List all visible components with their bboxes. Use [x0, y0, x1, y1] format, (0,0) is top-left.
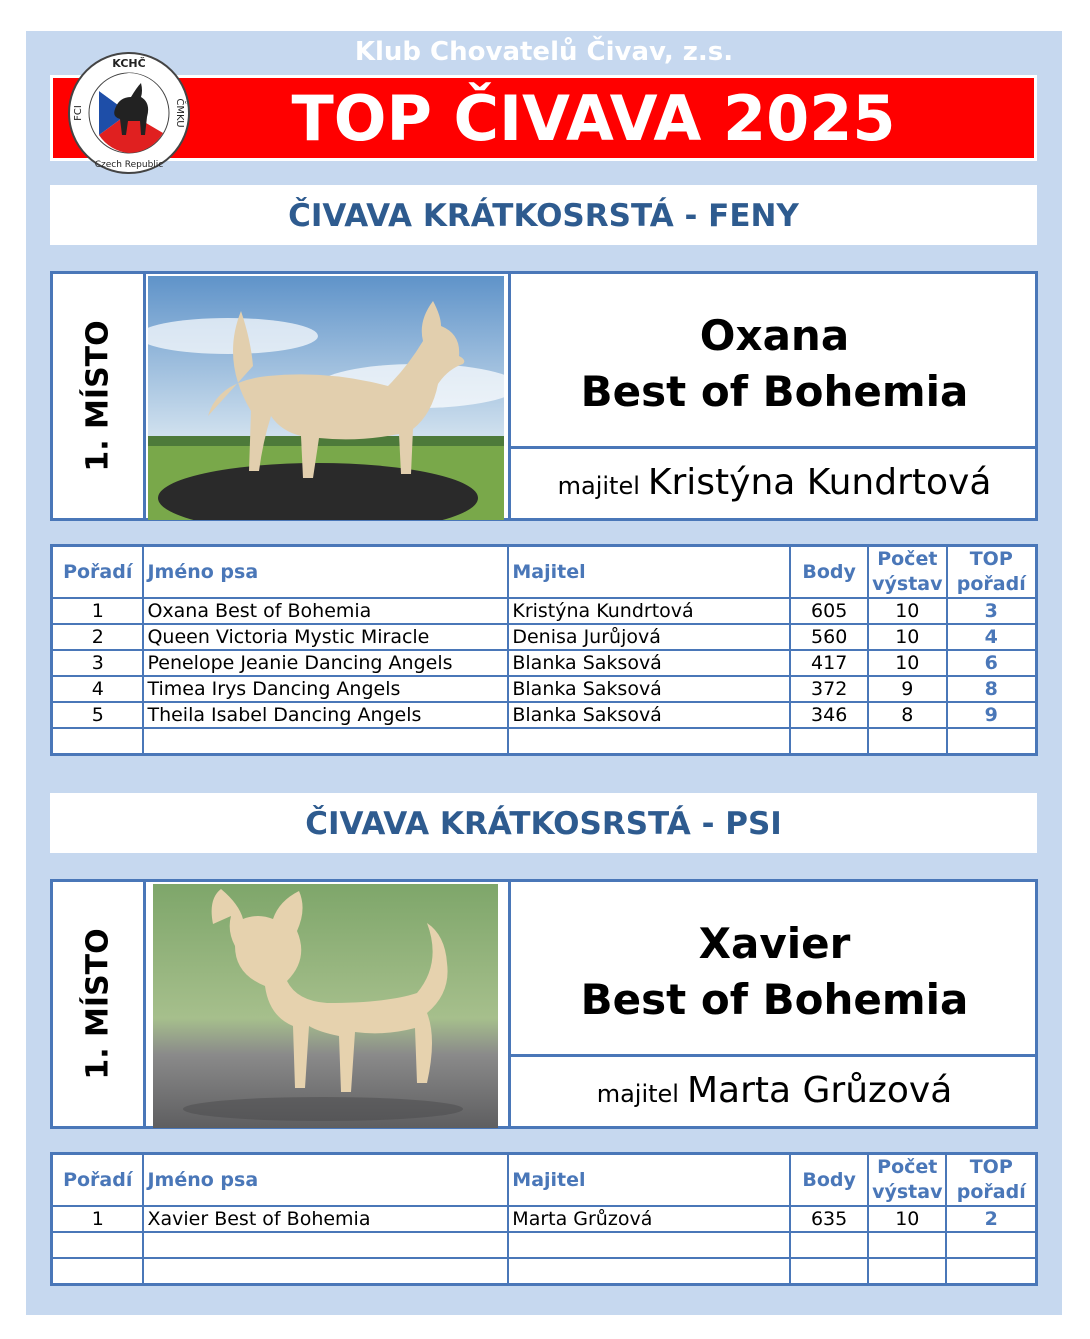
section-heading-females: ČIVAVA KRÁTKOSRSTÁ - FENY — [50, 185, 1037, 245]
place-label: 1. MÍSTO — [80, 928, 116, 1080]
logo-text-right: ČMKU — [174, 98, 185, 128]
place-label: 1. MÍSTO — [80, 320, 116, 472]
col-dog-name: Jméno psa — [143, 546, 508, 599]
col-top-rank: TOP pořadí — [947, 546, 1037, 599]
col-rank: Pořadí — [52, 546, 144, 599]
table-header-row — [52, 1154, 1037, 1207]
table-row: 3 Penelope Jeanie Dancing Angels Blanka Saksová 417 10 6 — [52, 650, 1037, 676]
col-points: Body — [790, 1154, 868, 1207]
col-rank: Pořadí — [52, 1154, 144, 1207]
table-row — [52, 1258, 1037, 1285]
ranking-table-males — [50, 1152, 1038, 1286]
table-row: 1 Xavier Best of Bohemia Marta Grůzová 635 10 2 — [52, 1206, 1037, 1232]
dog-photo — [153, 884, 498, 1128]
table-row — [52, 728, 1037, 755]
winner-name: Xavier Best of Bohemia — [580, 919, 969, 1024]
col-dog-name: Jméno psa — [143, 1154, 508, 1207]
table-row: 5 Theila Isabel Dancing Angels Blanka Saksová 346 8 9 — [52, 702, 1037, 728]
section-heading-males: ČIVAVA KRÁTKOSRSTÁ - PSI — [50, 793, 1037, 853]
table-row — [52, 1232, 1037, 1258]
table-row: 2 Queen Victoria Mystic Miracle Denisa Jurůjová 560 10 4 — [52, 624, 1037, 650]
table-header-row — [52, 546, 1037, 599]
col-points: Body — [790, 546, 868, 599]
dog-photo — [148, 276, 504, 520]
table-row: 1 Oxana Best of Bohemia Kristýna Kundrtová 605 10 3 — [52, 598, 1037, 624]
winner-name: Oxana Best of Bohemia — [580, 311, 969, 416]
logo-text-bottom: Czech Republic — [94, 160, 164, 170]
col-shows: Počet výstav — [868, 546, 946, 599]
col-owner: Majitel — [508, 1154, 790, 1207]
winner-owner: majitel Kristýna Kundrtová — [557, 462, 992, 503]
col-shows: Počet výstav — [868, 1154, 946, 1207]
ranking-table-females — [50, 544, 1038, 756]
winner-owner: majitel Marta Grůzová — [596, 1070, 953, 1111]
col-top-rank: TOP pořadí — [946, 1154, 1036, 1207]
page-title: TOP ČIVAVA 2025 — [291, 82, 896, 155]
club-logo — [67, 51, 191, 175]
col-owner: Majitel — [508, 546, 790, 599]
logo-text-top: KCHČ — [112, 57, 146, 70]
logo-text-left: FCI — [73, 105, 84, 121]
table-row: 4 Timea Irys Dancing Angels Blanka Saksová 372 9 8 — [52, 676, 1037, 702]
club-name: Klub Chovatelů Čivav, z.s. — [354, 37, 734, 67]
winner-card-females — [50, 271, 1038, 521]
winner-card-males — [50, 879, 1038, 1129]
